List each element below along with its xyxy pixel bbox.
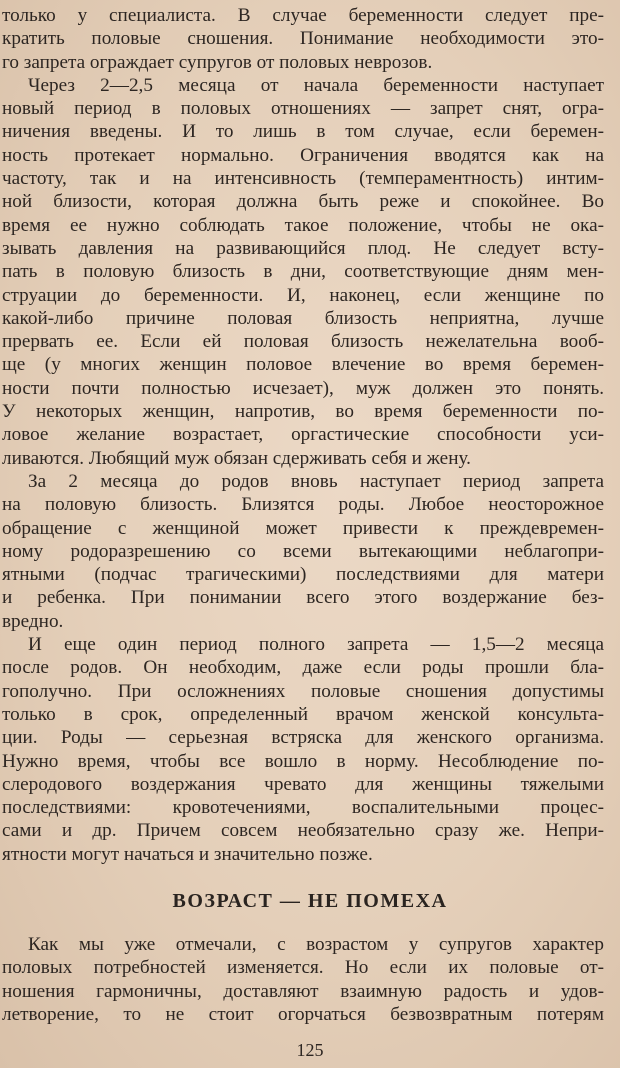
text-line: летворение, то не стоит огорчаться безвозвратным потерям [2,1003,604,1025]
text-line: гополучно. При осложнениях половые сношения допустимы [2,680,604,702]
text-line: ще (у многих женщин половое влечение во время беремен- [2,354,604,376]
page-number: 125 [296,1040,324,1060]
text-line: на половую близость. Близятся роды. Любое неосторожное [2,494,604,516]
text-line: ловое желание возрастает, оргастические способности уси- [2,424,604,446]
section-text [0,933,604,1026]
text-line: Через 2—2,5 месяца от начала беременности наступает [28,74,604,96]
text-line: новый период в половых отношениях — запрет снят, огра- [2,98,604,120]
text-line: ной близости, которая должна быть реже и спокойнее. Во [2,191,604,213]
text-line: ность протекает нормально. Ограничения вводятся как на [2,144,604,166]
text-line: ношения гармоничны, доставляют взаимную радость и удов- [2,980,604,1002]
text-line: ции. Роды — серьезная встряска для женского организма. [2,727,604,749]
text-line: За 2 месяца до родов вновь наступает период запрета [28,470,604,492]
text-line: частоту, так и на интенсивность (темпераментность) интим- [2,168,604,190]
text-line: половых потребностей изменяется. Но если их половые от- [2,957,604,979]
text-line: пать в половую близость в дни, соответствующие дням мен- [2,261,604,283]
text-line: У некоторых женщин, напротив, во время беременности по- [2,401,604,423]
text-line: последствиями: кровотечениями, воспалительными процес- [2,797,604,819]
text-line: прервать ее. Если ей половая близость нежелательна вооб- [2,331,604,353]
text-line: ятности могут начаться и значительно позже. [2,843,373,865]
text-line: И еще один период полного запрета — 1,5—2 месяца [28,634,604,656]
text-line: сами и др. Причем совсем необязательно сразу же. Непри- [2,820,604,842]
section-heading: ВОЗРАСТ — НЕ ПОМЕХА [172,890,448,912]
text-line: ности почти полностью исчезает), муж должен это понять. [2,377,604,399]
text-line: ливаются. Любящий муж обязан сдерживать себя и жену. [2,447,471,469]
text-line: только у специалиста. В случае беременности следует пре- [2,5,604,26]
text-line: зывать давления на развивающийся плод. Не следует всту- [2,237,604,259]
text-line: Как мы уже отмечали, с возрастом у супругов характер [28,934,604,955]
text-line: и ребенка. При понимании всего этого воздержание без- [2,587,604,609]
body-text [0,4,604,866]
text-line: Нужно время, чтобы все вошло в норму. Несоблюдение по- [2,750,604,772]
text-line: обращение с женщиной может привести к преждевремен- [2,517,604,539]
text-line: кратить половые сношения. Понимание необходимости это- [2,28,604,50]
text-line: слеродового воздержания чревато для женщины тяжелыми [2,773,604,795]
text-line: после родов. Он необходим, даже если роды прошли бла- [2,657,604,679]
text-line: вредно. [2,610,64,632]
text-line: только в срок, определенный врачом женской консульта- [2,703,604,725]
text-line: время ее нужно соблюдать такое положение, чтобы не ока- [2,214,604,236]
text-line: ничения введены. И то лишь в том случае, если беремен- [2,121,604,143]
text-line: какой-либо причине половая близость неприятна, лучше [2,307,604,329]
text-line: го запрета ограждает супругов от половых неврозов. [2,51,433,73]
text-line: ятными (подчас трагическими) последствиями для матери [2,564,604,586]
text-line: ному родоразрешению со всеми вытекающими неблагопри- [2,540,604,562]
text-line: струации до беременности. И, наконец, если женщине по [2,284,604,306]
